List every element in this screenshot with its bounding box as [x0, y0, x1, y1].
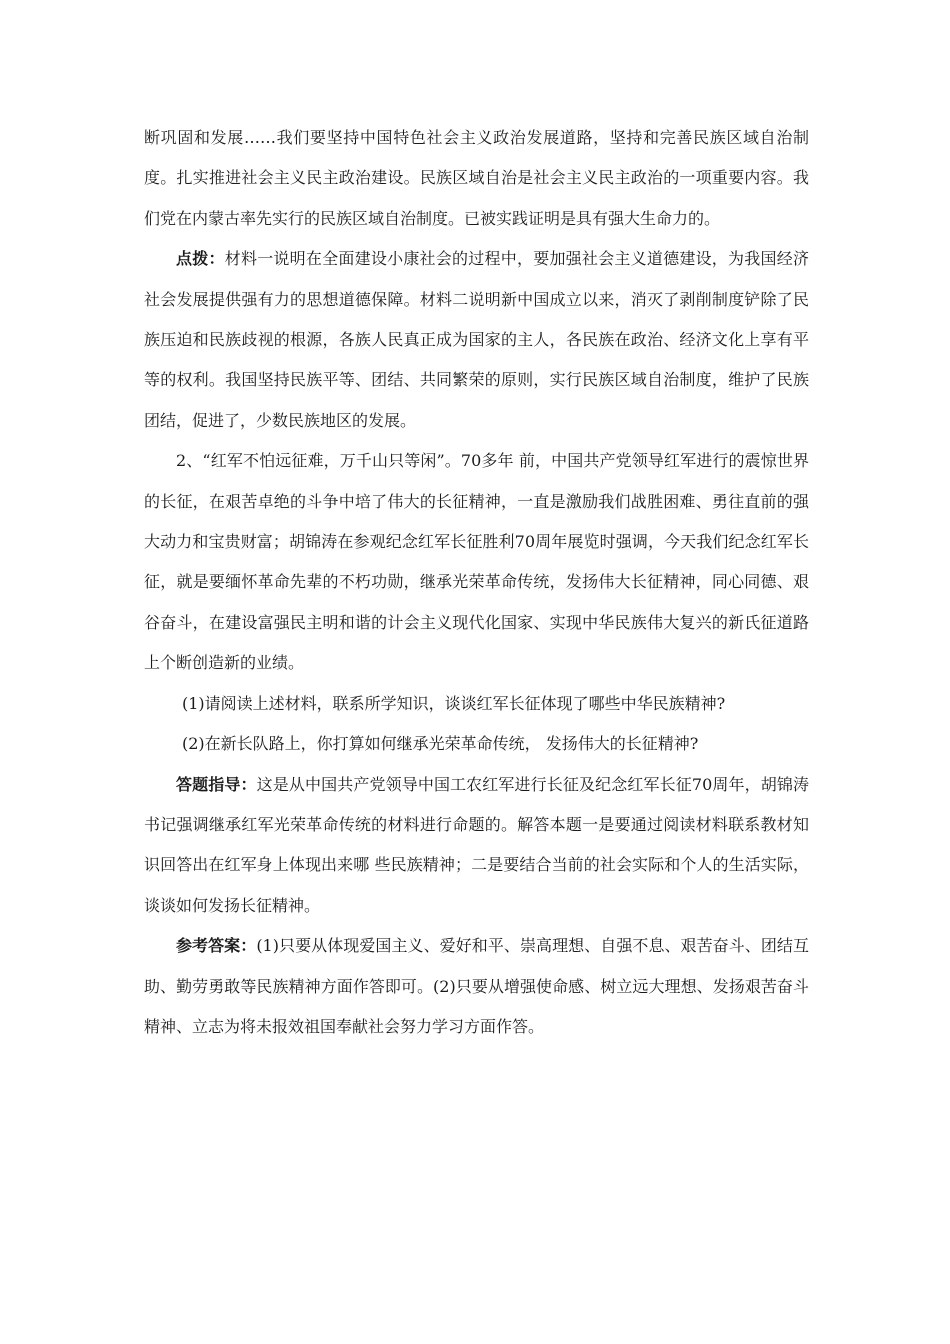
- paragraph-material-conclusion: 断巩固和发展……我们要坚持中国特色社会主义政治发展道路，坚持和完善民族区域自治制度。扎实推进社会主义民主政治建设。民族区域自治是社会主义民主政治的一项重要内容。我们党在内蒙古率先实行的民族区域自治制度。已被实践证明是具有强大生命力的。: [144, 128, 809, 228]
- paragraph-answer-guide: [144, 765, 809, 927]
- paragraph-reference-answer: [144, 926, 809, 1047]
- reference-answer-label: 参考答案：: [176, 936, 257, 956]
- sub-question-2: (2)在新长队路上，你打算如何继承光荣革命传统， 发扬伟大的长征精神?: [182, 734, 699, 754]
- sub-question-1: (1)请阅读上述材料，联系所学知识，谈谈红军长征体现了哪些中华民族精神?: [182, 693, 726, 713]
- answer-guide-label: 答题指导：: [176, 774, 257, 794]
- document-page: [144, 118, 809, 1047]
- hint-text: 材料一说明在全面建设小康社会的过程中，要加强社会主义道德建设，为我国经济社会发展提供强有力的思想道德保障。材料二说明新中国成立以来，消灭了剥削制度铲除了民族压迫和民族歧视的根源，各族人民真正成为国家的主人，各民族在政治、经济文化上享有平等的权利。我国坚持民族平等、团结、共同繁荣的原则，实行民族区域自治制度，维护了民族团结，促进了，少数民族地区的发展。: [144, 249, 809, 430]
- question-2: 2、“红军不怕远征难，万千山只等闲”。70多年 前，中国共产党领导红军进行的震惊世界的长征，在艰苦卓绝的斗争中培了伟大的长征精神，一直是激励我们战胜困难、勇往直前的强大动力和宝贵财富；胡锦涛在参观纪念红军长征胜利70周年展览时强调，今天我们纪念红军长征，就是要缅怀革命先辈的不朽功勋，继承光荣革命传统，发扬伟大长征精神，同心同德、艰谷奋斗，在建设富强民主明和谐的计会主义现代化国家、实现中华民族伟大复兴的新氏征道路上个断创造新的业绩。: [144, 451, 809, 673]
- hint-label: 点拨：: [176, 249, 225, 269]
- paragraph-hint: [144, 239, 809, 441]
- reference-answer-text: (1)只要从体现爱国主义、爱好和平、崇高理想、自强不息、艰苦奋斗、团结互助、勤劳勇敢等民族精神方面作答即可。(2)只要从增强使命感、树立远大理想、发扬艰苦奋斗精神、立志为将未报效祖国奉献社会努力学习方面作答。: [144, 936, 809, 1036]
- answer-guide-text: 这是从中国共产党领导中国工农红军进行长征及纪念红军长征70周年，胡锦涛书记强调继承红军光荣革命传统的材料进行命题的。解答本题一是要通过阅读材料联系教材知识回答出在红军身上体现出来哪 些民族精神；二是要结合当前的社会实际和个人的生活实际，谈谈如何发扬长征精神。: [144, 774, 809, 915]
